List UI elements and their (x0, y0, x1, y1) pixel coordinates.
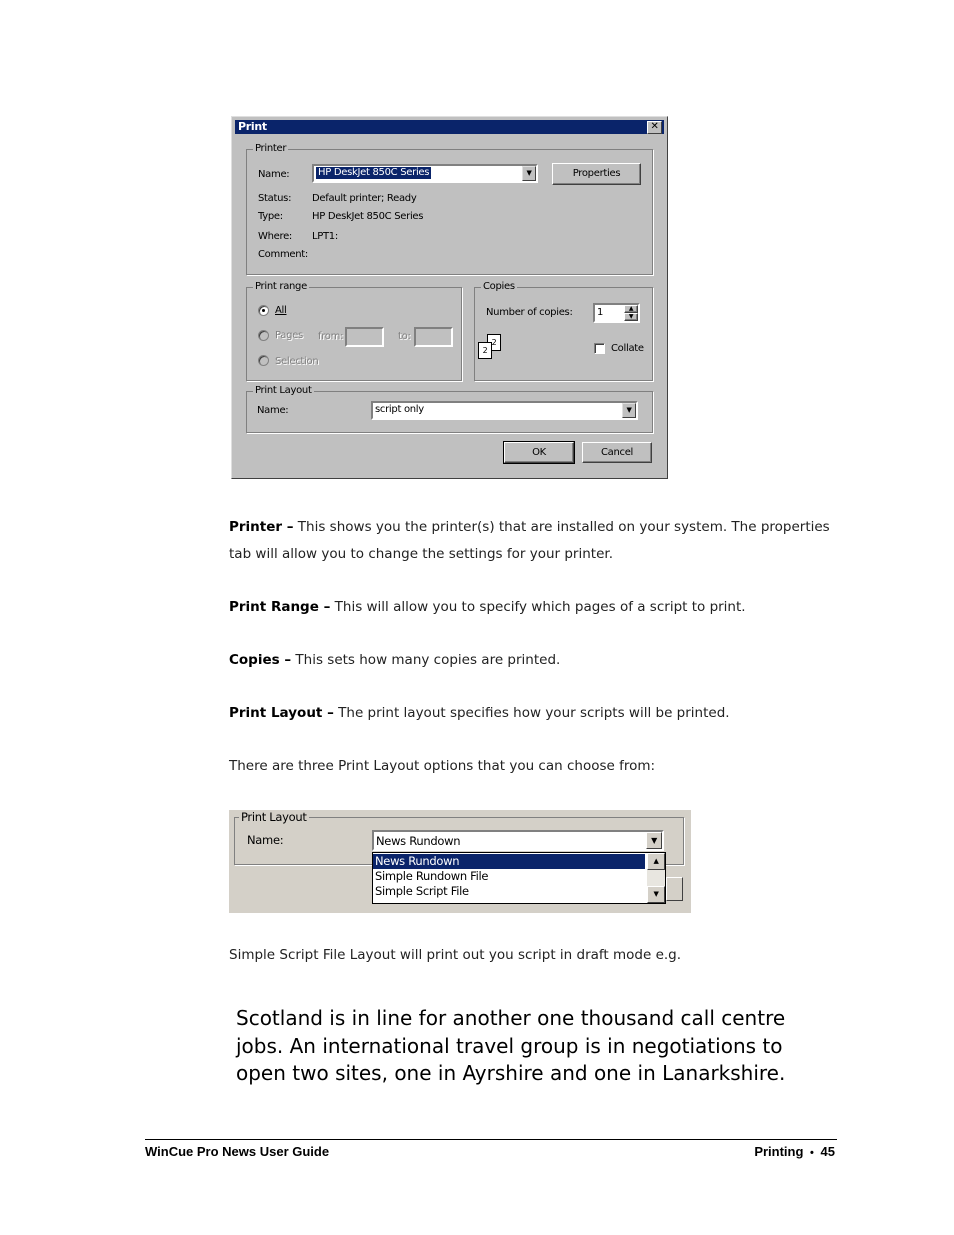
layout-name-select[interactable] (371, 401, 638, 420)
properties-button[interactable]: Properties (552, 163, 641, 185)
layout-selected-value: News Rundown (376, 834, 461, 848)
layout-name-value: script only (375, 404, 424, 415)
radio-pages[interactable] (258, 330, 269, 341)
copies-text: This sets how many copies are printed. (291, 652, 561, 668)
draft-line-2: jobs. An international travel group is in negotiations to (236, 1033, 783, 1058)
printer-text-2: tab will allow you to change the settings for your printer. (229, 546, 613, 562)
footer-page-number: 45 (820, 1144, 835, 1159)
layout-option[interactable]: Simple Rundown File (375, 869, 489, 883)
close-icon[interactable]: ✕ (647, 121, 662, 134)
footer-rule (145, 1139, 837, 1140)
comment-label: Comment: (258, 249, 308, 260)
all-label: All (275, 305, 287, 316)
printer-heading: Printer – (229, 519, 294, 535)
print-dialog (231, 116, 668, 479)
footer-title: WinCue Pro News User Guide (145, 1144, 330, 1159)
draft-line-1: Scotland is in line for another one thousand call centre (236, 1006, 786, 1030)
draft-example (236, 1005, 785, 1088)
printer-name-value: HP DeskJet 850C Series (318, 167, 430, 178)
printer-name-select[interactable] (312, 164, 538, 183)
status-value: Default printer; Ready (312, 193, 417, 204)
draft-line-3: open two sites, one in Ayrshire and one in Lanarkshire. (236, 1061, 786, 1085)
copies-legend: Copies (483, 281, 515, 292)
dialog-title: Print (238, 120, 267, 133)
printer-group-legend: Printer (255, 143, 287, 154)
layout-options-list[interactable] (372, 852, 666, 904)
type-value: HP DeskJet 850C Series (312, 211, 424, 222)
copies-heading: Copies – (229, 652, 292, 668)
copies-spinner[interactable] (593, 303, 640, 323)
print-layout-legend: Print Layout (255, 385, 312, 396)
radio-selection[interactable] (258, 355, 269, 366)
range-paragraph (229, 594, 746, 621)
layout-name-label-2: Name: (247, 833, 284, 847)
layout-heading: Print Layout – (229, 705, 334, 721)
options-intro: There are three Print Layout options that you can choose from: (229, 758, 656, 774)
page-stack-icon-label: 2 (491, 338, 497, 347)
to-field[interactable] (414, 327, 453, 347)
where-value: LPT1: (312, 231, 338, 242)
layout-dropdown-screenshot (229, 810, 691, 913)
ok-button[interactable]: OK (504, 442, 574, 463)
print-layout-legend-2: Print Layout (241, 810, 307, 824)
from-field[interactable] (345, 327, 384, 347)
print-range-legend: Print range (255, 281, 307, 292)
collate-checkbox[interactable] (594, 343, 605, 354)
scroll-down-icon[interactable]: ▼ (647, 886, 665, 903)
copies-value: 1 (597, 307, 604, 318)
selection-label: Selection (275, 356, 319, 367)
from-label: from: (318, 331, 344, 342)
printer-text-1: This shows you the printer(s) that are installed on your system. The properties (293, 519, 830, 535)
layout-select-2[interactable] (372, 830, 664, 851)
footer-page-info (754, 1144, 835, 1161)
layout-text: The print layout specifies how your scripts will be printed. (333, 705, 730, 721)
range-heading: Print Range – (229, 599, 331, 615)
where-label: Where: (258, 231, 292, 242)
to-label: to: (398, 331, 411, 342)
page-icon-label: 2 (482, 346, 488, 355)
cancel-button[interactable]: Cancel (582, 442, 652, 463)
printer-name-label: Name: (258, 169, 290, 180)
collate-label: Collate (611, 343, 644, 354)
type-label: Type: (258, 211, 283, 222)
footer-section: Printing (754, 1144, 804, 1159)
list-scrollbar[interactable] (647, 853, 665, 903)
chevron-down-icon[interactable]: ▼ (622, 403, 636, 418)
footer-bullet: • (810, 1147, 814, 1159)
chevron-down-icon[interactable]: ▼ (646, 832, 662, 849)
layout-paragraph (229, 700, 730, 727)
scroll-up-icon[interactable]: ▲ (647, 853, 665, 870)
range-text: This will allow you to specify which pages of a script to print. (330, 599, 746, 615)
spin-up-icon[interactable]: ▲ (624, 305, 638, 313)
layout-option[interactable]: News Rundown (373, 854, 645, 869)
chevron-down-icon[interactable]: ▼ (522, 166, 536, 181)
layout-name-label: Name: (257, 405, 289, 416)
number-of-copies-label: Number of copies: (486, 307, 573, 318)
pages-label: Pages (275, 330, 303, 341)
layout-option[interactable]: Simple Script File (375, 884, 469, 898)
copies-paragraph (229, 647, 560, 674)
simple-script-paragraph: Simple Script File Layout will print out you script in draft mode e.g. (229, 947, 682, 963)
spin-down-icon[interactable]: ▼ (624, 313, 638, 321)
radio-all[interactable] (258, 305, 269, 316)
status-label: Status: (258, 193, 292, 204)
printer-paragraph (229, 514, 830, 568)
dialog-title-bar (235, 120, 664, 134)
hidden-button-edge (666, 877, 683, 901)
page-icon (478, 342, 492, 359)
